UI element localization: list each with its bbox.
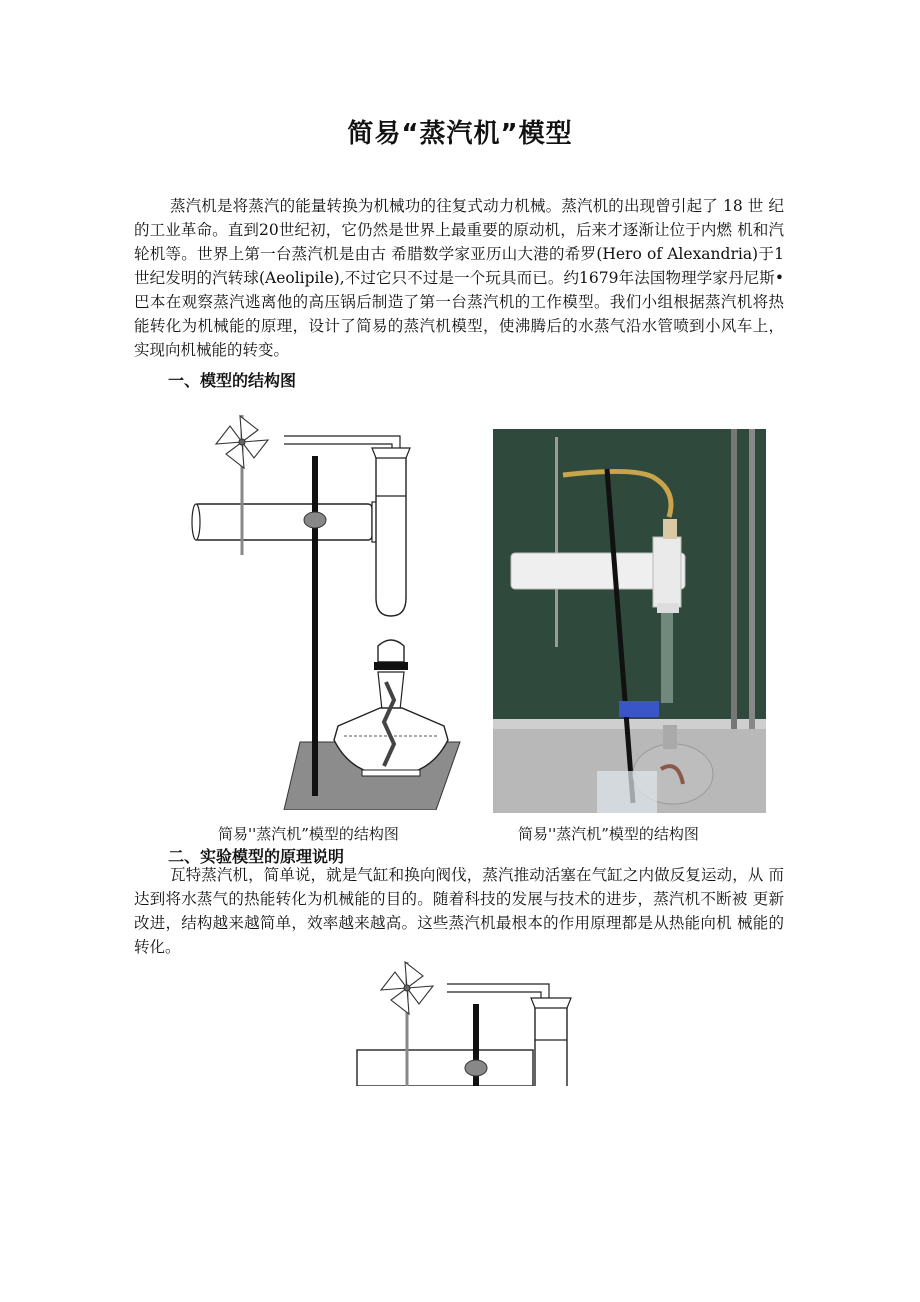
caption-left: 简易''蒸汽机”模型的结构图 bbox=[218, 825, 399, 843]
pinwheel-icon bbox=[216, 416, 268, 468]
stand-rod bbox=[312, 456, 318, 796]
section-heading-principle: 二、实验模型的原理说明 bbox=[168, 847, 345, 866]
clamp bbox=[304, 512, 326, 528]
caption-right: 简易''蒸汽机”模型的结构图 bbox=[518, 825, 699, 843]
principle-paragraph: 瓦特蒸汽机，简单说，就是气缸和换向阀伐，蒸汽推动活塞在气缸之内做反复运动，从 而达到将水蒸气的热能转化为机械能的目的。随着科技的发展与技术的进步，蒸汽机不断被 更新改进，结构越来越简单，效率越来越高。这些蒸汽机最根本的作用原理都是从热能向机 械能的转化。 bbox=[134, 866, 784, 956]
test-tube bbox=[376, 450, 406, 616]
page-title: 简易“蒸汽机”模型 bbox=[347, 119, 573, 150]
intro-paragraph: 蒸汽机是将蒸汽的能量转换为机械功的往复式动力机械。蒸汽机的出现曾引起了 18 世 纪的工业革命。直到20世纪初，它仍然是世界上最重要的原动机，后来才逐渐让位于内燃 机和汽轮机等。世界上第一台蒸汽机是由古 希腊数学家亚历山大港的希罗(Hero of Alexandria)于1世纪发明的汽转球(Aeolipile),不过它只不过是一个玩具而已。约1679年法国物理学家丹尼斯•巴本在观察蒸汽逃离他的高压锅后制造了第一台蒸汽机的工作模型。我们小组根据蒸汽机将热能转化为机械能的原理，设计了简易的蒸汽机模型，使沸腾后的水蒸气沿水管喷到小风车上，实现向机械能的转变。 bbox=[134, 197, 784, 359]
pinwheel-icon bbox=[381, 962, 433, 1014]
steam-engine-diagram-partial bbox=[355, 958, 575, 1086]
horizontal-tube bbox=[194, 504, 372, 540]
lamp-cap bbox=[378, 640, 404, 662]
steam-engine-photo bbox=[493, 429, 766, 813]
steam-engine-diagram bbox=[188, 410, 468, 810]
section-heading-structure: 一、模型的结构图 bbox=[168, 371, 297, 390]
